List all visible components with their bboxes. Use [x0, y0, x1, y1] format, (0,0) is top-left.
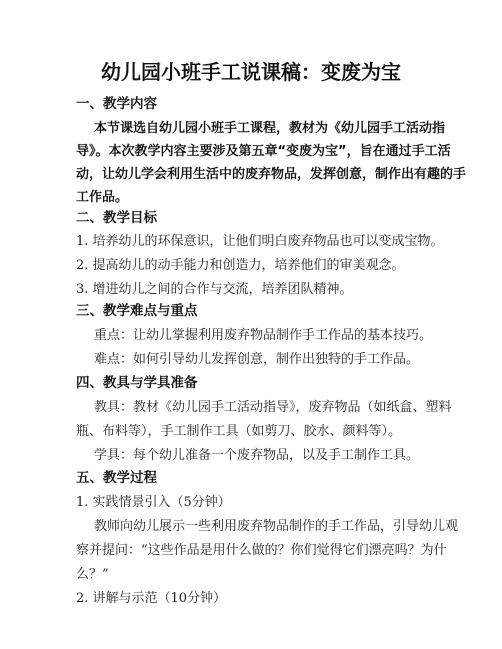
- paragraph-line: 瓶、布料等），手工制作工具（如剪刀、胶水、颜料等）。: [76, 424, 402, 439]
- paragraph-line: 导》。本次教学内容主要涉及第五章“变废为宝”，旨在通过手工活: [76, 144, 451, 159]
- list-item: 2. 提高幼儿的动手能力和创造力，培养他们的审美观念。: [76, 258, 405, 273]
- section-heading-goals: 二、教学目标: [76, 210, 157, 226]
- list-item: 3. 增进幼儿之间的合作与交流，培养团队精神。: [76, 282, 353, 297]
- list-item: 1. 培养幼儿的环保意识，让他们明白废弃物品也可以变成宝物。: [76, 234, 444, 249]
- section-heading-materials: 四、教具与学具准备: [76, 375, 198, 391]
- key-point-text: 重点：让幼儿掌握利用废弃物品制作手工作品的基本技巧。: [94, 328, 433, 343]
- page-title: 幼儿园小班手工说课稿：变废为宝: [101, 60, 401, 84]
- paragraph-line: 么？”: [76, 567, 109, 582]
- section-heading-key-points: 三、教学难点与重点: [76, 303, 198, 319]
- section-heading-content: 一、教学内容: [76, 96, 157, 112]
- difficulty-text: 难点：如何引导幼儿发挥创意，制作出独特的手工作品。: [94, 352, 420, 367]
- paragraph-line: 动，让幼儿学会利用生活中的废弃物品，发挥创意，制作出有趣的手: [76, 167, 467, 182]
- section-heading-process: 五、教学过程: [76, 470, 157, 486]
- paragraph-line: 教具：教材《幼儿园手工活动指导》，废弃物品（如纸盒、塑料: [94, 400, 452, 415]
- paragraph-line: 工作品。: [76, 190, 129, 205]
- paragraph-line: 本节课选自幼儿园小班手工课程，教材为《幼儿园手工活动指: [94, 121, 446, 136]
- step-title: 1. 实践情景引入（5分钟）: [76, 495, 231, 510]
- paragraph-line: 学具：每个幼儿准备一个废弃物品，以及手工制作工具。: [94, 448, 420, 463]
- paragraph-line: 教师向幼儿展示一些利用废弃物品制作的手工作品，引导幼儿观: [94, 519, 459, 534]
- paragraph-line: 察并提问：“这些作品是用什么做的？你们觉得它们漂亮吗？为什: [76, 543, 447, 558]
- step-title: 2. 讲解与示范（10分钟）: [76, 591, 227, 606]
